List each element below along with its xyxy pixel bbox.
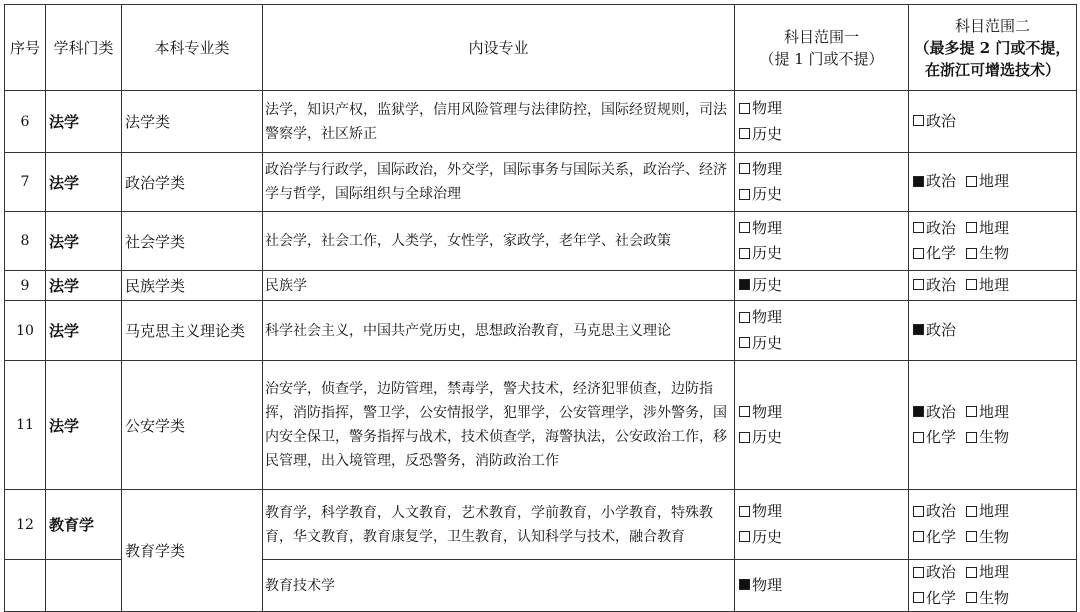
- subject-option-line: [913, 586, 1073, 612]
- row-seq: [5, 212, 46, 271]
- subject-option-label: 历史: [752, 124, 783, 143]
- unchecked-box-icon: [739, 506, 750, 517]
- subject-option-label: 政治: [926, 218, 957, 237]
- table-row: [5, 490, 1077, 560]
- subject-option-label: 历史: [752, 333, 783, 352]
- subject-option: [966, 216, 1009, 240]
- subject-option-label: 历史: [752, 244, 783, 262]
- row-majors-text: 社会学，社会工作，人类学，女性学，家政学，老年学、社会政策: [265, 233, 671, 249]
- subject-option-label: 历史: [752, 527, 783, 546]
- row-class: [122, 153, 263, 212]
- row-subject-range-2: [909, 361, 1077, 490]
- row-category: [46, 91, 122, 153]
- subject-option-line: [739, 499, 905, 525]
- subject-option: [739, 573, 782, 597]
- row-majors-text: 治安学，侦查学，边防管理，禁毒学，警犬技术，经济犯罪侦查，边防指挥，消防指挥，警卫学，公安情报学，犯罪学，公安管理学，涉外警务，国内安全保卫，警务指挥与战术，技术侦查学，海警执法，公安政治工作，移民管理，出入境管理，反恐警务，消防政治工作: [265, 381, 727, 469]
- row-seq: [5, 490, 46, 560]
- subject-option-line: [739, 241, 905, 267]
- subject-option: [966, 499, 1009, 523]
- subject-option: [913, 169, 956, 193]
- row-class: [122, 361, 263, 490]
- unchecked-box-icon: [966, 176, 977, 187]
- subject-option-line: [913, 318, 1073, 344]
- row-subject-range-2: [909, 153, 1077, 212]
- subject-option-line: [739, 525, 905, 551]
- row-majors-text: 教育技术学: [265, 577, 335, 594]
- row-category-text: 法学: [49, 113, 80, 131]
- row-category: [46, 212, 122, 271]
- row-subject-range-1: [735, 271, 909, 301]
- subject-option-line: [913, 273, 1073, 299]
- checked-box-icon: [913, 176, 924, 187]
- subject-option-label: 政治: [926, 172, 957, 191]
- subject-option-label: 地理: [979, 402, 1010, 421]
- row-class-text: 政治学类: [125, 173, 186, 192]
- row-seq-text: 8: [20, 233, 30, 249]
- table-row: [5, 212, 1077, 271]
- row-seq: [5, 91, 46, 153]
- subject-option-label: 化学: [926, 527, 957, 546]
- subject-option-line: [739, 425, 905, 451]
- subject-option-label: 生物: [979, 244, 1010, 262]
- table-row: [5, 361, 1077, 490]
- row-seq-text: 6: [20, 113, 30, 130]
- header-subject-range-1: [735, 5, 909, 91]
- subject-option-line: [739, 400, 905, 426]
- unchecked-box-icon: [913, 567, 924, 578]
- unchecked-box-icon: [913, 279, 924, 290]
- row-seq-text: 11: [16, 417, 34, 433]
- subject-option: [913, 586, 956, 610]
- row-seq: [5, 301, 46, 361]
- row-class: [122, 212, 263, 271]
- row-class: [122, 490, 263, 612]
- unchecked-box-icon: [739, 337, 750, 348]
- subject-option: [913, 525, 956, 549]
- unchecked-box-icon: [966, 248, 977, 259]
- checked-box-icon: [913, 406, 924, 417]
- header-subject-range-2: [909, 5, 1077, 91]
- row-class: [122, 301, 263, 361]
- subject-option: [739, 122, 782, 146]
- row-majors-text: 科学社会主义，中国共产党历史，思想政治教育，马克思主义理论: [265, 322, 671, 339]
- header-s1-line: 科目范围一: [783, 27, 859, 46]
- subject-option-line: [739, 182, 905, 208]
- subject-option-label: 地理: [979, 563, 1010, 581]
- subject-option-label: 物理: [752, 159, 783, 178]
- row-subject-range-2: [909, 271, 1077, 301]
- unchecked-box-icon: [739, 248, 750, 259]
- row-majors-text: 民族学: [265, 277, 307, 294]
- row-subject-range-1: [735, 361, 909, 490]
- subject-option-label: 地理: [979, 172, 1010, 191]
- subject-option: [739, 331, 782, 355]
- subject-option: [966, 525, 1009, 549]
- subject-option-label: 化学: [926, 244, 957, 262]
- subject-option-label: 历史: [752, 275, 783, 294]
- row-class-text: 法学类: [125, 113, 171, 131]
- subject-option: [913, 560, 956, 584]
- unchecked-box-icon: [966, 432, 977, 443]
- header-s2-line: 科目范围二: [954, 16, 1030, 35]
- subject-option: [913, 109, 956, 133]
- subject-option: [913, 318, 956, 342]
- subject-option-line: [739, 216, 905, 242]
- unchecked-box-icon: [739, 222, 750, 233]
- unchecked-box-icon: [913, 115, 924, 126]
- subject-option: [966, 586, 1009, 610]
- subject-option: [913, 273, 956, 297]
- row-seq: [5, 153, 46, 212]
- unchecked-box-icon: [739, 312, 750, 323]
- subject-option: [966, 425, 1009, 449]
- subject-option-label: 地理: [979, 275, 1010, 294]
- row-majors: [263, 212, 735, 271]
- row-category-text: 法学: [49, 232, 80, 251]
- unchecked-box-icon: [966, 592, 977, 603]
- unchecked-box-icon: [913, 248, 924, 259]
- row-category-text: 法学: [49, 416, 80, 435]
- unchecked-box-icon: [913, 531, 924, 542]
- row-majors: [263, 560, 735, 612]
- checked-box-icon: [913, 324, 924, 335]
- row-subject-range-2: [909, 560, 1077, 612]
- row-category: [46, 361, 122, 490]
- subject-option-line: [739, 331, 905, 357]
- subject-option-label: 政治: [926, 320, 957, 339]
- subject-option-label: 地理: [979, 218, 1010, 237]
- row-category: [46, 153, 122, 212]
- row-subject-range-2: [909, 301, 1077, 361]
- unchecked-box-icon: [739, 189, 750, 200]
- subject-option: [739, 273, 782, 297]
- subject-option-label: 政治: [926, 275, 957, 294]
- row-subject-range-1: [735, 560, 909, 612]
- subject-option-label: 地理: [979, 502, 1010, 520]
- table-row: [5, 271, 1077, 301]
- row-class-text: 社会学类: [125, 232, 186, 251]
- row-category: [46, 490, 122, 560]
- unchecked-box-icon: [966, 531, 977, 542]
- unchecked-box-icon: [739, 531, 750, 542]
- row-category-text: 法学: [49, 277, 80, 295]
- unchecked-box-icon: [966, 506, 977, 517]
- row-seq: [5, 361, 46, 490]
- subject-option-line: [913, 400, 1073, 426]
- unchecked-box-icon: [913, 506, 924, 517]
- subject-option-line: [913, 216, 1073, 242]
- unchecked-box-icon: [966, 222, 977, 233]
- header-row: [5, 5, 1077, 91]
- subject-option-label: 化学: [926, 588, 957, 607]
- row-subject-range-1: [735, 153, 909, 212]
- subject-option-label: 政治: [926, 563, 957, 581]
- unchecked-box-icon: [739, 163, 750, 174]
- subject-option-label: 物理: [752, 308, 783, 326]
- unchecked-box-icon: [913, 432, 924, 443]
- row-subject-range-2: [909, 212, 1077, 271]
- subject-option-label: 历史: [752, 428, 783, 446]
- subject-option-line: [739, 573, 905, 599]
- table-row: [5, 301, 1077, 361]
- checked-box-icon: [739, 579, 750, 590]
- subject-option-line: [739, 122, 905, 148]
- subject-option-label: 物理: [752, 402, 783, 421]
- row-majors: [263, 91, 735, 153]
- row-seq-text: 10: [16, 322, 34, 339]
- header-class: 本科专业类: [122, 5, 263, 91]
- subject-option-line: [739, 96, 905, 122]
- row-majors: [263, 301, 735, 361]
- subject-option-line: [739, 305, 905, 331]
- header-seq: 序号: [5, 5, 46, 91]
- unchecked-box-icon: [739, 128, 750, 139]
- row-class-text: 民族学类: [125, 277, 186, 295]
- subject-option: [966, 560, 1009, 584]
- subject-option: [913, 241, 956, 265]
- row-majors: [263, 361, 735, 490]
- row-subject-range-1: [735, 91, 909, 153]
- row-majors: [263, 271, 735, 301]
- header-s2-line: 在浙江可增选技术）: [924, 60, 1060, 79]
- subject-option-label: 物理: [752, 502, 783, 520]
- unchecked-box-icon: [966, 567, 977, 578]
- table-row: [5, 153, 1077, 212]
- subject-option: [913, 425, 956, 449]
- row-class: [122, 91, 263, 153]
- subject-option: [739, 400, 782, 424]
- subject-option-line: [913, 169, 1073, 195]
- row-majors-text: 法学，知识产权，监狱学，信用风险管理与法律防控，国际经贸规则，司法警察学，社区矫正: [265, 101, 727, 142]
- subject-option-label: 生物: [979, 588, 1010, 607]
- row-class: [122, 271, 263, 301]
- row-category-text: 教育学: [49, 516, 95, 534]
- subject-option: [739, 157, 782, 181]
- subject-option: [739, 499, 782, 523]
- subject-option: [966, 241, 1009, 265]
- subject-option-label: 物理: [752, 99, 783, 117]
- row-subject-range-2: [909, 490, 1077, 560]
- row-majors-text: 教育学，科学教育，人文教育，艺术教育，学前教育，小学教育，特殊教育，华文教育，教育康复学，卫生教育，认知科学与技术，融合教育: [265, 504, 713, 545]
- row-seq-text: 9: [20, 277, 30, 294]
- row-seq: [5, 560, 46, 612]
- row-category: [46, 301, 122, 361]
- subject-option-label: 生物: [979, 428, 1010, 446]
- row-seq-text: 12: [16, 516, 34, 533]
- row-class-text: 公安学类: [125, 416, 186, 435]
- row-majors: [263, 153, 735, 212]
- checked-box-icon: [739, 279, 750, 290]
- subject-option-line: [739, 157, 905, 183]
- row-subject-range-1: [735, 490, 909, 560]
- row-category-text: 法学: [49, 173, 80, 192]
- unchecked-box-icon: [739, 406, 750, 417]
- subject-option: [913, 216, 956, 240]
- header-majors: 内设专业: [263, 5, 735, 91]
- row-class-text: 教育学类: [125, 542, 186, 560]
- subject-option-label: 化学: [926, 428, 957, 446]
- row-subject-range-2: [909, 91, 1077, 153]
- row-subject-range-1: [735, 212, 909, 271]
- unchecked-box-icon: [739, 432, 750, 443]
- subject-option: [966, 273, 1009, 297]
- unchecked-box-icon: [913, 222, 924, 233]
- row-seq: [5, 271, 46, 301]
- row-seq-text: 7: [20, 174, 30, 190]
- subject-option-line: [913, 241, 1073, 267]
- subject-option: [913, 499, 956, 523]
- subject-option-line: [913, 499, 1073, 525]
- subject-option: [966, 400, 1009, 424]
- subject-option-line: [913, 560, 1073, 586]
- subject-option: [913, 400, 956, 424]
- row-category: [46, 271, 122, 301]
- subject-option-label: 物理: [752, 218, 783, 237]
- subject-option: [739, 525, 782, 549]
- row-category-text: 法学: [49, 322, 80, 340]
- subject-option-label: 政治: [926, 502, 957, 520]
- header-s1-line: （提 1 门或不提）: [759, 49, 884, 68]
- subject-option-label: 政治: [926, 111, 957, 130]
- row-majors-text: 政治学与行政学，国际政治，外交学，国际事务与国际关系，政治学、经济学与哲学，国际组织与全球治理: [265, 162, 727, 202]
- subject-option-label: 历史: [752, 185, 783, 203]
- subject-option: [966, 169, 1009, 193]
- unchecked-box-icon: [913, 592, 924, 603]
- row-majors: [263, 490, 735, 560]
- subject-option-label: 政治: [926, 402, 957, 421]
- subject-option: [739, 305, 782, 329]
- subject-option-line: [739, 273, 905, 299]
- unchecked-box-icon: [966, 406, 977, 417]
- row-subject-range-1: [735, 301, 909, 361]
- subject-option: [739, 96, 782, 120]
- subject-option: [739, 425, 782, 449]
- unchecked-box-icon: [966, 279, 977, 290]
- header-category: 学科门类: [46, 5, 122, 91]
- unchecked-box-icon: [739, 103, 750, 114]
- subject-option: [739, 182, 782, 206]
- subject-option-line: [913, 425, 1073, 451]
- subject-option-label: 物理: [752, 575, 783, 594]
- header-s2-line: （最多提 2 门或不提，: [914, 38, 1071, 57]
- subject-requirements-table: [4, 4, 1077, 612]
- subject-option: [739, 216, 782, 240]
- row-class-text: 马克思主义理论类: [125, 322, 246, 340]
- table-row: [5, 91, 1077, 153]
- subject-option-line: [913, 109, 1073, 135]
- subject-option-label: 生物: [979, 527, 1010, 546]
- subject-option: [739, 241, 782, 265]
- subject-option-line: [913, 525, 1073, 551]
- row-category: [46, 560, 122, 612]
